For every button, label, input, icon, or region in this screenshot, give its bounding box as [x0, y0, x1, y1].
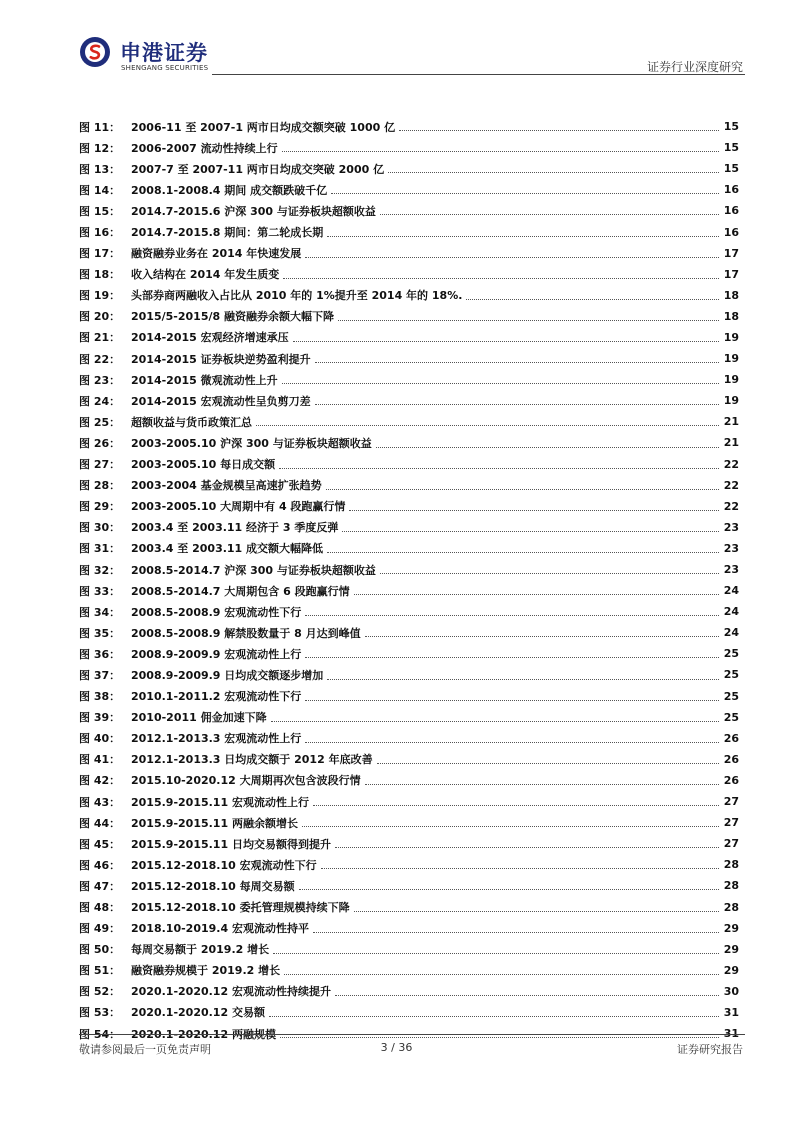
toc-figure-label: 图 46： — [79, 858, 121, 872]
toc-leader-dots — [305, 257, 719, 258]
toc-entry[interactable] — [79, 854, 739, 875]
toc-leader-dots — [256, 425, 719, 426]
toc-leader-dots — [349, 510, 719, 511]
toc-figure-label: 图 20： — [79, 310, 121, 324]
toc-figure-label: 图 34： — [79, 605, 121, 619]
toc-leader-dots — [321, 868, 719, 869]
toc-entry[interactable] — [79, 432, 739, 453]
toc-figure-label: 图 48： — [79, 901, 121, 915]
toc-page-number[interactable]: 27 — [723, 795, 739, 809]
figure-index — [79, 116, 739, 1044]
toc-entry[interactable] — [79, 137, 739, 158]
toc-page-number[interactable]: 18 — [723, 309, 739, 323]
toc-page-number[interactable]: 15 — [723, 120, 739, 134]
toc-page-number[interactable]: 28 — [723, 858, 739, 872]
toc-figure-title[interactable]: 2008.1-2008.4 期间 成交额跌破千亿 — [131, 183, 328, 197]
toc-figure-label: 图 44： — [79, 816, 121, 830]
disclaimer-note: 敬请参阅最后一页免责声明 — [79, 1043, 211, 1056]
brand-name: 申港证券 — [120, 41, 208, 65]
toc-leader-dots — [466, 299, 719, 300]
toc-page-number[interactable]: 26 — [723, 731, 739, 745]
toc-figure-title[interactable]: 2006-2007 流动性持续上行 — [131, 141, 278, 155]
toc-figure-label: 图 43： — [79, 795, 121, 809]
toc-page-number[interactable]: 24 — [723, 584, 739, 598]
toc-page-number[interactable]: 31 — [723, 1027, 739, 1041]
toc-entry[interactable] — [79, 243, 739, 264]
toc-entry[interactable] — [79, 875, 739, 896]
toc-entry[interactable] — [79, 559, 739, 580]
toc-figure-title[interactable]: 2008.9-2009.9 日均成交额逐步增加 — [131, 668, 324, 682]
toc-figure-title[interactable]: 2015.9-2015.11 两融余额增长 — [131, 816, 298, 830]
toc-entry[interactable] — [79, 791, 739, 812]
toc-leader-dots — [342, 531, 719, 532]
toc-page-number[interactable]: 22 — [723, 499, 739, 513]
toc-leader-dots — [376, 447, 719, 448]
toc-leader-dots — [305, 742, 719, 743]
toc-entry[interactable] — [79, 622, 739, 643]
toc-figure-title[interactable]: 收入结构在 2014 年发生质变 — [131, 268, 280, 282]
toc-figure-label: 图 27： — [79, 458, 121, 472]
toc-figure-label: 图 40： — [79, 732, 121, 746]
toc-figure-title[interactable]: 融资融券规模于 2019.2 增长 — [131, 964, 281, 978]
toc-figure-title[interactable]: 2003-2004 基金规模呈高速扩张趋势 — [131, 479, 322, 493]
toc-figure-title[interactable]: 2018.10-2019.4 宏观流动性持平 — [131, 922, 309, 936]
toc-figure-label: 图 25： — [79, 415, 121, 429]
toc-figure-label: 图 31： — [79, 542, 121, 556]
toc-figure-title[interactable]: 2008.5-2014.7 沪深 300 与证券板块超额收益 — [131, 563, 376, 577]
toc-figure-title[interactable]: 2014-2015 微观流动性上升 — [131, 373, 278, 387]
toc-entry[interactable] — [79, 812, 739, 833]
toc-entry[interactable] — [79, 285, 739, 306]
toc-figure-label: 图 53： — [79, 1006, 121, 1020]
toc-figure-title[interactable]: 2015.12-2018.10 每周交易额 — [131, 879, 295, 893]
toc-leader-dots — [338, 320, 719, 321]
toc-figure-label: 图 36： — [79, 647, 121, 661]
toc-figure-label: 图 37： — [79, 668, 121, 682]
toc-figure-title[interactable]: 2015.12-2018.10 委托管理规模持续下降 — [131, 901, 350, 915]
toc-figure-label: 图 41： — [79, 753, 121, 767]
toc-figure-label: 图 13： — [79, 162, 121, 176]
toc-figure-title[interactable]: 2015.9-2015.11 宏观流动性上行 — [131, 795, 309, 809]
toc-figure-title[interactable]: 2003.4 至 2003.11 经济于 3 季度反弹 — [131, 521, 339, 535]
toc-leader-dots — [331, 193, 719, 194]
toc-leader-dots — [326, 489, 719, 490]
toc-page-number[interactable]: 22 — [723, 478, 739, 492]
toc-entry[interactable] — [79, 728, 739, 749]
toc-figure-title[interactable]: 2010-2011 佣金加速下降 — [131, 711, 267, 725]
toc-entry[interactable] — [79, 601, 739, 622]
toc-figure-title[interactable]: 2003-2005.10 沪深 300 与证券板块超额收益 — [131, 436, 372, 450]
toc-leader-dots — [335, 995, 719, 996]
header-divider — [212, 74, 745, 75]
toc-page-number[interactable]: 29 — [723, 921, 739, 935]
toc-page-number[interactable]: 25 — [723, 668, 739, 682]
toc-figure-label: 图 21： — [79, 331, 121, 345]
toc-figure-label: 图 15： — [79, 204, 121, 218]
toc-figure-title[interactable]: 融资融券业务在 2014 年快速发展 — [131, 247, 302, 261]
toc-leader-dots — [388, 172, 719, 173]
toc-leader-dots — [302, 826, 719, 827]
toc-page-number[interactable]: 16 — [723, 225, 739, 239]
toc-figure-title[interactable]: 2006-11 至 2007-1 两市日均成交额突破 1000 亿 — [131, 120, 396, 134]
toc-entry[interactable] — [79, 939, 739, 960]
toc-leader-dots — [269, 1016, 719, 1017]
toc-entry[interactable] — [79, 896, 739, 917]
toc-leader-dots — [299, 889, 719, 890]
toc-figure-label: 图 38： — [79, 690, 121, 704]
toc-entry[interactable] — [79, 116, 739, 137]
toc-leader-dots — [280, 1037, 719, 1038]
toc-figure-label: 图 50： — [79, 943, 121, 957]
toc-page-number[interactable]: 19 — [723, 373, 739, 387]
toc-page-number[interactable]: 29 — [723, 942, 739, 956]
toc-figure-title[interactable]: 2014.7-2015.6 沪深 300 与证券板块超额收益 — [131, 204, 376, 218]
toc-figure-label: 图 12： — [79, 141, 121, 155]
toc-leader-dots — [283, 278, 719, 279]
toc-entry[interactable] — [79, 221, 739, 242]
toc-figure-title[interactable]: 2008.5-2014.7 大周期包含 6 段跑赢行情 — [131, 584, 350, 598]
toc-figure-title[interactable]: 2015/5-2015/8 融资融券余额大幅下降 — [131, 310, 334, 324]
toc-page-number[interactable]: 27 — [723, 816, 739, 830]
toc-figure-label: 图 33： — [79, 584, 121, 598]
toc-page-number[interactable]: 31 — [723, 1005, 739, 1019]
toc-entry[interactable] — [79, 200, 739, 221]
toc-figure-label: 图 45： — [79, 837, 121, 851]
toc-page-number[interactable]: 15 — [723, 162, 739, 176]
toc-entry[interactable] — [79, 643, 739, 664]
toc-leader-dots — [305, 657, 719, 658]
toc-entry[interactable] — [79, 158, 739, 179]
toc-figure-title[interactable]: 2014-2015 证券板块逆势盈利提升 — [131, 352, 311, 366]
toc-page-number[interactable]: 19 — [723, 394, 739, 408]
toc-figure-title[interactable]: 2020.1-2020.12 宏观流动性持续提升 — [131, 985, 331, 999]
toc-leader-dots — [282, 383, 719, 384]
footer-divider — [79, 1034, 745, 1035]
toc-entry[interactable] — [79, 707, 739, 728]
page-header — [0, 0, 793, 80]
toc-page-number[interactable]: 24 — [723, 626, 739, 640]
toc-entry[interactable] — [79, 517, 739, 538]
toc-figure-label: 图 24： — [79, 394, 121, 408]
toc-entry[interactable] — [79, 496, 739, 517]
toc-figure-label: 图 19： — [79, 289, 121, 303]
toc-entry[interactable] — [79, 770, 739, 791]
toc-figure-label: 图 54： — [79, 1027, 121, 1041]
toc-page-number[interactable]: 19 — [723, 330, 739, 344]
toc-entry[interactable] — [79, 454, 739, 475]
toc-leader-dots — [273, 953, 719, 954]
report-type: 证券行业深度研究 — [646, 60, 743, 74]
toc-page-number[interactable]: 21 — [723, 436, 739, 450]
toc-entry[interactable] — [79, 686, 739, 707]
toc-leader-dots — [313, 805, 719, 806]
toc-entry[interactable] — [79, 918, 739, 939]
toc-leader-dots — [354, 911, 719, 912]
toc-figure-title[interactable]: 2020.1-2020.12 交易额 — [131, 1006, 265, 1020]
toc-figure-title[interactable]: 2003.4 至 2003.11 成交额大幅降低 — [131, 542, 324, 556]
toc-figure-label: 图 29： — [79, 500, 121, 514]
toc-leader-dots — [327, 552, 719, 553]
toc-figure-title[interactable]: 2012.1-2013.3 宏观流动性上行 — [131, 732, 302, 746]
toc-page-number[interactable]: 28 — [723, 900, 739, 914]
toc-figure-title[interactable]: 2003-2005.10 每日成交额 — [131, 458, 276, 472]
toc-figure-title[interactable]: 超额收益与货币政策汇总 — [131, 415, 252, 429]
toc-page-number[interactable]: 27 — [723, 837, 739, 851]
toc-page-number[interactable]: 26 — [723, 752, 739, 766]
toc-leader-dots — [354, 594, 719, 595]
toc-figure-title[interactable]: 2014.7-2015.8 期间：第二轮成长期 — [131, 226, 324, 240]
toc-figure-label: 图 32： — [79, 563, 121, 577]
toc-leader-dots — [365, 636, 719, 637]
toc-entry[interactable] — [79, 179, 739, 200]
toc-figure-label: 图 23： — [79, 373, 121, 387]
toc-entry[interactable] — [79, 833, 739, 854]
toc-figure-label: 图 30： — [79, 521, 121, 535]
toc-figure-label: 图 17： — [79, 247, 121, 261]
toc-entry[interactable] — [79, 475, 739, 496]
brand-name-en: SHENGANG SECURITIES — [121, 64, 209, 72]
toc-page-number[interactable]: 16 — [723, 183, 739, 197]
toc-page-number[interactable]: 23 — [723, 563, 739, 577]
toc-page-number[interactable]: 28 — [723, 879, 739, 893]
page-number: 3 / 36 — [380, 1041, 413, 1054]
toc-entry[interactable] — [79, 348, 739, 369]
toc-entry[interactable] — [79, 664, 739, 685]
toc-figure-label: 图 22： — [79, 352, 121, 366]
toc-leader-dots — [327, 236, 719, 237]
toc-figure-label: 图 26： — [79, 436, 121, 450]
toc-leader-dots — [315, 404, 719, 405]
toc-figure-label: 图 52： — [79, 985, 121, 999]
toc-figure-label: 图 18： — [79, 268, 121, 282]
toc-figure-label: 图 16： — [79, 226, 121, 240]
toc-figure-title[interactable]: 2020.1-2020.12 两融规模 — [131, 1027, 276, 1041]
toc-figure-label: 图 39： — [79, 711, 121, 725]
toc-figure-label: 图 51： — [79, 964, 121, 978]
toc-figure-title[interactable]: 2012.1-2013.3 日均成交额于 2012 年底改善 — [131, 753, 373, 767]
toc-entry[interactable] — [79, 538, 739, 559]
toc-figure-title[interactable]: 2014-2015 宏观流动性呈负剪刀差 — [131, 394, 311, 408]
toc-page-number[interactable]: 15 — [723, 141, 739, 155]
toc-figure-title[interactable]: 头部券商两融收入占比从 2010 年的 1%提升至 2014 年的 18%. — [131, 289, 463, 303]
toc-figure-title[interactable]: 2014-2015 宏观经济增速承压 — [131, 331, 289, 345]
toc-page-number[interactable]: 23 — [723, 520, 739, 534]
toc-figure-title[interactable]: 2007-7 至 2007-11 两市日均成交突破 2000 亿 — [131, 162, 385, 176]
toc-entry[interactable] — [79, 580, 739, 601]
toc-entry[interactable] — [79, 327, 739, 348]
toc-figure-label: 图 47： — [79, 879, 121, 893]
toc-figure-title[interactable]: 2003-2005.10 大周期中有 4 段跑赢行情 — [131, 500, 346, 514]
toc-leader-dots — [380, 214, 719, 215]
toc-page-number[interactable]: 23 — [723, 541, 739, 555]
toc-figure-label: 图 42： — [79, 774, 121, 788]
toc-entry[interactable] — [79, 390, 739, 411]
toc-entry[interactable] — [79, 264, 739, 285]
toc-leader-dots — [279, 468, 719, 469]
toc-entry[interactable] — [79, 960, 739, 981]
toc-page-number[interactable]: 25 — [723, 647, 739, 661]
toc-figure-title[interactable]: 2008.5-2008.9 宏观流动性下行 — [131, 605, 302, 619]
toc-page-number[interactable]: 18 — [723, 288, 739, 302]
toc-leader-dots — [305, 615, 719, 616]
toc-page-number[interactable]: 19 — [723, 352, 739, 366]
toc-leader-dots — [365, 784, 719, 785]
toc-page-number[interactable]: 16 — [723, 204, 739, 218]
toc-figure-title[interactable]: 2015.9-2015.11 日均交易额得到提升 — [131, 837, 331, 851]
toc-page-number[interactable]: 24 — [723, 605, 739, 619]
toc-page-number[interactable]: 30 — [723, 984, 739, 998]
toc-figure-title[interactable]: 每周交易额于 2019.2 增长 — [131, 943, 270, 957]
report-label: 证券研究报告 — [677, 1043, 743, 1056]
toc-leader-dots — [305, 700, 719, 701]
toc-figure-label: 图 11： — [79, 120, 121, 134]
toc-figure-title[interactable]: 2010.1-2011.2 宏观流动性下行 — [131, 690, 302, 704]
toc-figure-label: 图 49： — [79, 922, 121, 936]
toc-figure-label: 图 28： — [79, 479, 121, 493]
toc-figure-label: 图 14： — [79, 183, 121, 197]
toc-leader-dots — [327, 679, 719, 680]
toc-leader-dots — [380, 573, 719, 574]
toc-leader-dots — [284, 974, 719, 975]
toc-leader-dots — [399, 130, 719, 131]
toc-entry[interactable] — [79, 981, 739, 1002]
toc-leader-dots — [313, 932, 719, 933]
toc-figure-label: 图 35： — [79, 626, 121, 640]
toc-page-number[interactable]: 25 — [723, 689, 739, 703]
toc-leader-dots — [335, 847, 719, 848]
toc-page-number[interactable]: 26 — [723, 773, 739, 787]
toc-figure-title[interactable]: 2015.12-2018.10 宏观流动性下行 — [131, 858, 317, 872]
toc-figure-title[interactable]: 2008.5-2008.9 解禁股数量于 8 月达到峰值 — [131, 626, 361, 640]
toc-page-number[interactable]: 22 — [723, 457, 739, 471]
toc-page-number[interactable]: 17 — [723, 246, 739, 260]
toc-leader-dots — [315, 362, 719, 363]
toc-page-number[interactable]: 21 — [723, 415, 739, 429]
toc-leader-dots — [293, 341, 719, 342]
toc-leader-dots — [282, 151, 719, 152]
toc-figure-title[interactable]: 2015.10-2020.12 大周期再次包含波段行情 — [131, 774, 361, 788]
toc-page-number[interactable]: 25 — [723, 710, 739, 724]
toc-page-number[interactable]: 17 — [723, 267, 739, 281]
toc-entry[interactable] — [79, 306, 739, 327]
shengang-logo-icon — [79, 36, 111, 68]
toc-entry[interactable] — [79, 1002, 739, 1023]
toc-entry[interactable] — [79, 369, 739, 390]
toc-leader-dots — [377, 763, 719, 764]
toc-leader-dots — [271, 721, 719, 722]
toc-figure-title[interactable]: 2008.9-2009.9 宏观流动性上行 — [131, 647, 302, 661]
toc-entry[interactable] — [79, 411, 739, 432]
toc-page-number[interactable]: 29 — [723, 963, 739, 977]
toc-entry[interactable] — [79, 749, 739, 770]
